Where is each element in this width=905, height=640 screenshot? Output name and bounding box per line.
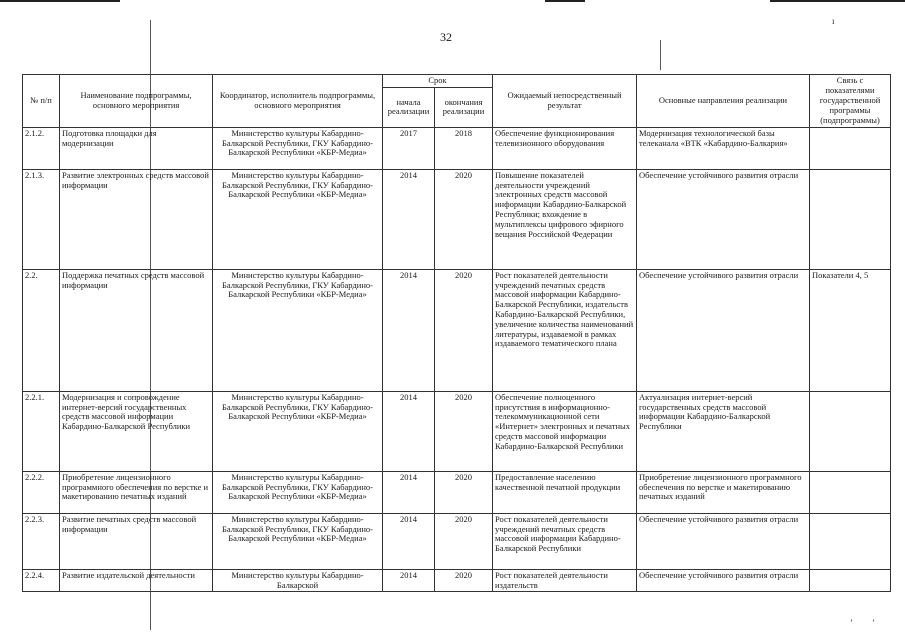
- row-start: 2014: [383, 513, 435, 569]
- row-coordinator: Министерство культуры Кабардино-Балкарской Республики, ГКУ Кабардино-Балкарской Республики «КБР-Медиа»: [213, 391, 383, 471]
- row-link: [810, 169, 891, 269]
- row-link: Показатели 4, 5: [810, 269, 891, 391]
- row-coordinator: Министерство культуры Кабардино-Балкарской: [213, 569, 383, 592]
- row-start: 2014: [383, 169, 435, 269]
- row-result: Рост показателей деятельности учреждений печатных средств массовой информации Кабардино-Балкарской Республики, издательств Кабардино-Балкарской Республики, увеличение количества наименований литературы, издаваемой в рамках издаваемого тематического плана: [493, 269, 637, 391]
- header-coordinator: Координатор, исполнитель подпрограммы, основного мероприятия: [213, 75, 383, 128]
- table-row: [23, 269, 891, 391]
- row-end: 2020: [435, 391, 493, 471]
- row-direction: Обеспечение устойчивого развития отрасли: [637, 513, 810, 569]
- row-link: [810, 391, 891, 471]
- row-direction: Приобретение лицензионного программного обеспечения по верстке и макетированию печатных изданий: [637, 471, 810, 513]
- row-link: [810, 569, 891, 592]
- row-name: Приобретение лицензионного программного обеспечения по верстке и макетированию печатных изданий: [60, 471, 213, 513]
- row-result: Предоставление населению качественной печатной продукции: [493, 471, 637, 513]
- header-term: Срок: [383, 75, 493, 88]
- row-coordinator: Министерство культуры Кабардино-Балкарской Республики, ГКУ Кабардино-Балкарской Республики «КБР-Медиа»: [213, 127, 383, 169]
- table-row: [23, 513, 891, 569]
- row-result: Обеспечение функционирования телевизионного оборудования: [493, 127, 637, 169]
- row-num: 2.2.1.: [23, 391, 60, 471]
- row-coordinator: Министерство культуры Кабардино-Балкарской Республики, ГКУ Кабардино-Балкарской Республики «КБР-Медиа»: [213, 471, 383, 513]
- row-coordinator: Министерство культуры Кабардино-Балкарской Республики, ГКУ Кабардино-Балкарской Республики «КБР-Медиа»: [213, 169, 383, 269]
- scan-edge-line: [770, 0, 905, 2]
- page-number: 32: [440, 30, 452, 44]
- row-direction: Обеспечение устойчивого развития отрасли: [637, 169, 810, 269]
- table-row: [23, 471, 891, 513]
- row-direction: Обеспечение устойчивого развития отрасли: [637, 569, 810, 592]
- header-end: окончания реализации: [435, 87, 493, 127]
- row-direction: Актуализация интернет-версий государственных средств массовой информации Кабардино-Балкарской Республики: [637, 391, 810, 471]
- header-num: № п/п: [23, 75, 60, 128]
- row-direction: Модернизация технологической базы телеканала «ВТК «Кабардино-Балкария»: [637, 127, 810, 169]
- row-start: 2017: [383, 127, 435, 169]
- scan-edge-line: [0, 0, 120, 2]
- row-end: 2020: [435, 513, 493, 569]
- scan-fold-line: [660, 40, 661, 70]
- row-start: 2014: [383, 269, 435, 391]
- row-direction: Обеспечение устойчивого развития отрасли: [637, 269, 810, 391]
- row-start: 2014: [383, 569, 435, 592]
- header-result: Ожидаемый непосредственный результат: [493, 75, 637, 128]
- program-table: [22, 74, 891, 592]
- row-name: Развитие издательской деятельности: [60, 569, 213, 592]
- table-row: [23, 391, 891, 471]
- scan-edge-line: [545, 0, 585, 2]
- row-link: [810, 471, 891, 513]
- table-row: [23, 169, 891, 269]
- row-end: 2020: [435, 269, 493, 391]
- header-start: начала реализации: [383, 87, 435, 127]
- row-name: Модернизация и сопровождение интернет-версий государственных средств массовой информации Кабардино-Балкарской Республики: [60, 391, 213, 471]
- scan-speck: ʼ: [872, 618, 875, 628]
- row-name: Поддержка печатных средств массовой информации: [60, 269, 213, 391]
- row-num: 2.1.2.: [23, 127, 60, 169]
- row-num: 2.2.4.: [23, 569, 60, 592]
- row-result: Повышение показателей деятельности учреждений электронных средств массовой информации Кабардино-Балкарской Республики; вхождение в мультиплексы цифрового эфирного вещания Российской Федерации: [493, 169, 637, 269]
- header-name: Наименование подпрограммы, основного мероприятия: [60, 75, 213, 128]
- row-name: Развитие печатных средств массовой информации: [60, 513, 213, 569]
- header-direction: Основные направления реализации: [637, 75, 810, 128]
- row-link: [810, 513, 891, 569]
- row-num: 2.2.3.: [23, 513, 60, 569]
- row-end: 2020: [435, 569, 493, 592]
- row-link: [810, 127, 891, 169]
- row-end: 2018: [435, 127, 493, 169]
- row-num: 2.2.: [23, 269, 60, 391]
- row-start: 2014: [383, 471, 435, 513]
- row-name: Подготовка площадки для модернизации: [60, 127, 213, 169]
- scan-speck: ı: [832, 16, 835, 26]
- row-name: Развитие электронных средств массовой информации: [60, 169, 213, 269]
- row-num: 2.1.3.: [23, 169, 60, 269]
- row-num: 2.2.2.: [23, 471, 60, 513]
- table-row: [23, 569, 891, 592]
- row-end: 2020: [435, 471, 493, 513]
- row-coordinator: Министерство культуры Кабардино-Балкарской Республики, ГКУ Кабардино-Балкарской Республики «КБР-Медиа»: [213, 513, 383, 569]
- scan-speck: ʼ: [850, 618, 853, 628]
- row-result: Рост показателей деятельности издательств: [493, 569, 637, 592]
- row-result: Рост показателей деятельности учреждений печатных средств массовой информации Кабардино-Балкарской Республики: [493, 513, 637, 569]
- table-row: [23, 127, 891, 169]
- row-start: 2014: [383, 391, 435, 471]
- row-coordinator: Министерство культуры Кабардино-Балкарской Республики, ГКУ Кабардино-Балкарской Республики «КБР-Медиа»: [213, 269, 383, 391]
- row-end: 2020: [435, 169, 493, 269]
- row-result: Обеспечение полноценного присутствия в информационно-телекоммуникационной сети «Интернет» электронных и печатных средств массовой информации Кабардино-Балкарской Республики: [493, 391, 637, 471]
- header-link: Связь с показателями государственной программы (подпрограммы): [810, 75, 891, 128]
